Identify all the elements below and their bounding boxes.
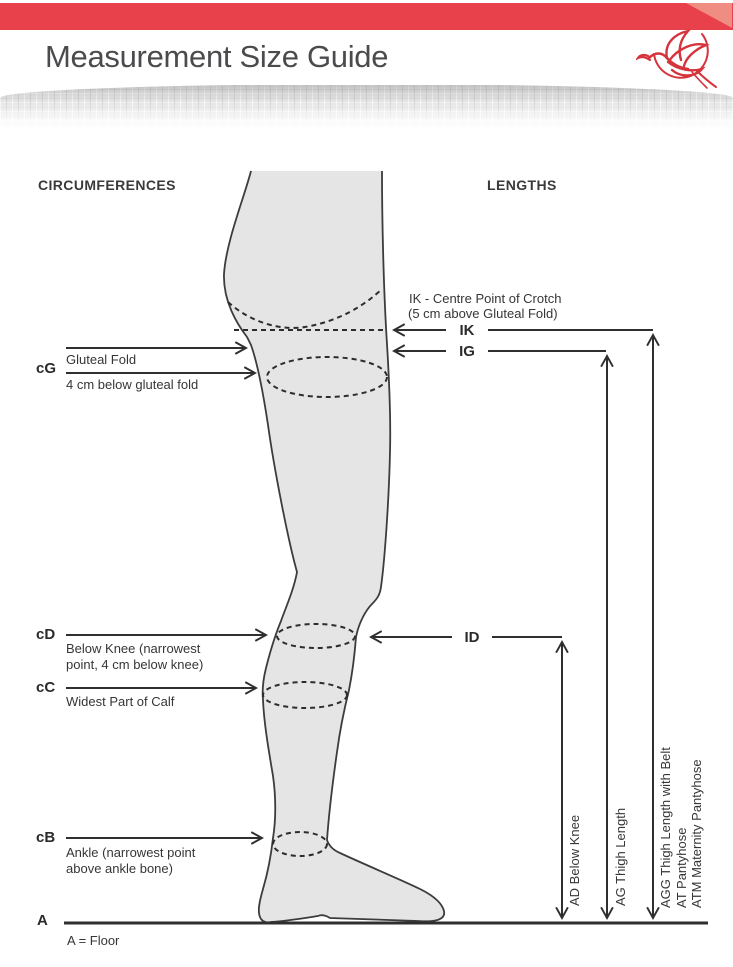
cb-code: cB	[36, 829, 56, 846]
crane-logo-icon	[636, 28, 728, 90]
ik-note-line1: IK - Centre Point of Crotch	[409, 291, 562, 306]
texture-band	[0, 84, 733, 130]
agg-label-line1: AGG Thigh Length with Belt	[658, 747, 673, 908]
lengths-header: LENGTHS	[487, 177, 557, 193]
agg-label-line3: ATM Maternity Pantyhose	[689, 759, 704, 908]
page-title: Measurement Size Guide	[45, 39, 389, 74]
floor-label: A = Floor	[67, 933, 120, 948]
cg-label-below-fold: 4 cm below gluteal fold	[66, 377, 199, 392]
header-red-bar	[0, 3, 733, 30]
cb-label-line2: above ankle bone)	[66, 861, 173, 876]
header	[0, 0, 733, 85]
ag-thigh-length-label: AG Thigh Length	[613, 807, 628, 906]
leg-silhouette	[224, 171, 444, 922]
agg-label-line2: AT Pantyhose	[673, 827, 689, 908]
cd-code: cD	[36, 626, 56, 643]
cg-label-gluteal-fold: Gluteal Fold	[66, 352, 137, 367]
cg-code: cG	[36, 360, 57, 377]
cd-label-line2: point, 4 cm below knee)	[66, 657, 204, 672]
floor-code: A	[37, 912, 48, 929]
cd-label-line1: Below Knee (narrowest	[66, 641, 201, 656]
id-code: ID	[464, 629, 480, 646]
ik-code: IK	[459, 322, 475, 339]
circumference-arrows	[66, 348, 266, 838]
cb-label-line1: Ankle (narrowest point	[66, 845, 196, 860]
circumferences-header: CIRCUMFERENCES	[38, 177, 176, 193]
length-lines	[371, 330, 653, 918]
cc-label: Widest Part of Calf	[66, 694, 175, 709]
cc-code: cC	[36, 679, 56, 696]
ad-below-knee-label: AD Below Knee	[567, 814, 582, 906]
ik-note-line2: (5 cm above Gluteal Fold)	[408, 306, 558, 321]
ig-code: IG	[459, 343, 475, 360]
agg-group-label	[658, 747, 705, 908]
